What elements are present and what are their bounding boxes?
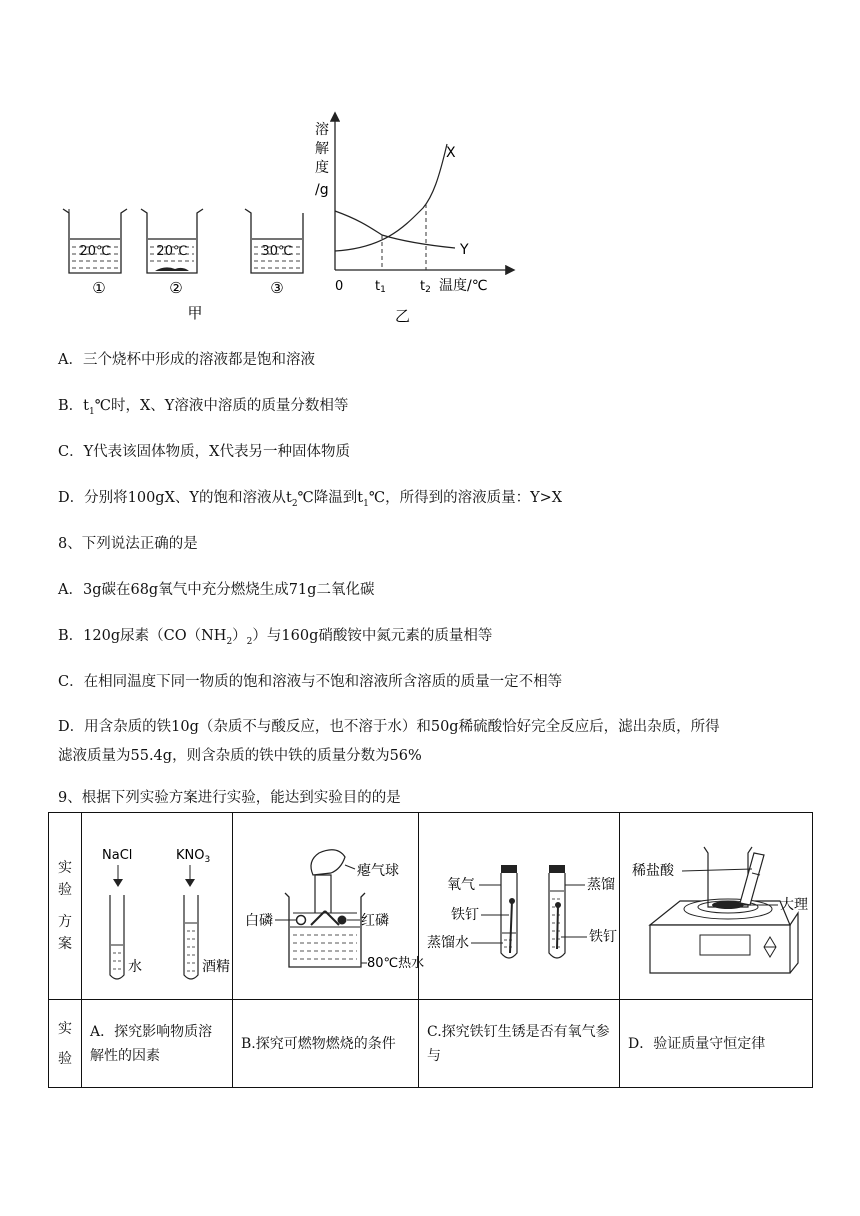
hot-water-label: 80℃热水 bbox=[367, 956, 425, 971]
t1-label: t1 bbox=[375, 279, 386, 295]
beakers-figure bbox=[55, 195, 305, 325]
beaker-2-number: ② bbox=[169, 279, 183, 297]
caption-c: C.探究铁钉生锈是否有氧气参与 bbox=[419, 1000, 620, 1088]
origin-label: 0 bbox=[335, 279, 344, 294]
caption-d: D．验证质量守恒定律 bbox=[620, 1000, 813, 1088]
cell-figure-a bbox=[82, 813, 233, 1000]
row-head-plans: 实 验 方 案 bbox=[49, 813, 82, 1000]
beaker-3-temp: 30℃ bbox=[261, 244, 293, 259]
q8-stem: 8、下列说法正确的是 bbox=[58, 536, 198, 552]
distilled-water-label-2: 蒸馏 bbox=[587, 877, 615, 893]
curve-x bbox=[335, 144, 447, 251]
ylabel-char-2: 解 bbox=[315, 141, 329, 157]
beaker-1 bbox=[63, 209, 127, 273]
q7-option-c: C．Y代表该固体物质，X代表另一种固体物质 bbox=[58, 444, 350, 460]
red-phosphorus-icon bbox=[338, 916, 347, 925]
q8-option-d-line2: 滤液质量为55.4g，则含杂质的铁中铁的质量分数为56% bbox=[58, 748, 422, 764]
q8-option-d-line1: D．用含杂质的铁10g（杂质不与酸反应，也不溶于水）和50g稀硫酸恰好完全反应后，滤出杂质，所得 bbox=[58, 719, 720, 735]
experiment-table bbox=[48, 812, 813, 1088]
beaker-2 bbox=[141, 209, 203, 273]
nail-label-2: 铁钉 bbox=[589, 929, 617, 945]
marble-label: 大理 bbox=[780, 897, 808, 913]
nacl-label: NaCl bbox=[102, 848, 133, 863]
white-phosphorus-label: 白磷 bbox=[245, 913, 273, 929]
beaker-1-temp: 20℃ bbox=[79, 244, 111, 259]
oxygen-label: 氧气 bbox=[447, 877, 475, 893]
table-row-plans bbox=[49, 813, 813, 1000]
caption-b: B.探究可燃物燃烧的条件 bbox=[233, 1000, 419, 1088]
cell-figure-b bbox=[233, 813, 425, 1000]
q7-option-d: D．分别将100gX、Y的饱和溶液从$t_2℃$降温到$t_1℃$，所得到的溶液质量：Y>X bbox=[58, 490, 563, 509]
figure-label-jia: 甲 bbox=[187, 304, 203, 322]
q8-option-c: C．在相同温度下同一物质的饱和溶液与不饱和溶液所含溶质的质量一定不相等 bbox=[58, 674, 563, 690]
beaker-2-temp: 20℃ bbox=[156, 244, 188, 259]
cell-figure-d bbox=[620, 813, 813, 1000]
figure-label-yi: 乙 bbox=[395, 307, 411, 325]
q9-stem: 9、根据下列实验方案进行实验，能达到实验目的的是 bbox=[58, 790, 401, 806]
kno3-label: $KNO_3$ bbox=[176, 848, 211, 865]
ylabel-char-4: /g bbox=[315, 182, 329, 198]
balloon-label: 瘪气球 bbox=[357, 863, 399, 879]
beaker-1-number: ① bbox=[92, 279, 106, 297]
q7-option-a: A．三个烧杯中形成的溶液都是饱和溶液 bbox=[58, 352, 315, 368]
nail-label-1: 铁钉 bbox=[451, 907, 479, 923]
curve-x-label: X bbox=[446, 145, 456, 161]
q7-option-b: B．$t_1℃$时，X、Y溶液中溶质的质量分数相等 bbox=[58, 398, 349, 417]
cell-figure-c bbox=[419, 813, 620, 1000]
water-label: 水 bbox=[128, 959, 142, 975]
table-row-captions bbox=[49, 1000, 813, 1088]
acid-label: 稀盐酸 bbox=[632, 863, 674, 879]
xaxis-label: 温度/℃ bbox=[439, 278, 488, 294]
solubility-graph bbox=[305, 108, 520, 328]
ylabel-char-3: 度 bbox=[315, 160, 329, 176]
caption-a: A．探究影响物质溶解性的因素 bbox=[82, 1000, 233, 1088]
alcohol-label: 酒精 bbox=[202, 959, 230, 975]
curve-y bbox=[335, 211, 455, 248]
q8-option-a: A．3g碳在68g氧气中充分燃烧生成71g二氧化碳 bbox=[58, 582, 375, 598]
row-head-experiment: 实 验 bbox=[49, 1000, 82, 1088]
beaker-3-number: ③ bbox=[270, 279, 284, 297]
distilled-water-label-1: 蒸馏水 bbox=[427, 935, 469, 951]
red-phosphorus-label: 红磷 bbox=[361, 913, 389, 929]
t2-label: t2 bbox=[420, 279, 431, 295]
curve-y-label: Y bbox=[460, 242, 469, 258]
q8-option-b: B．120g尿素$(CO(NH_2)_2)$与160g硝酸铵中氮元素的质量相等 bbox=[58, 628, 493, 647]
ylabel-char-1: 溶 bbox=[315, 122, 329, 138]
beaker-3 bbox=[245, 209, 303, 273]
white-phosphorus-icon bbox=[297, 916, 306, 925]
